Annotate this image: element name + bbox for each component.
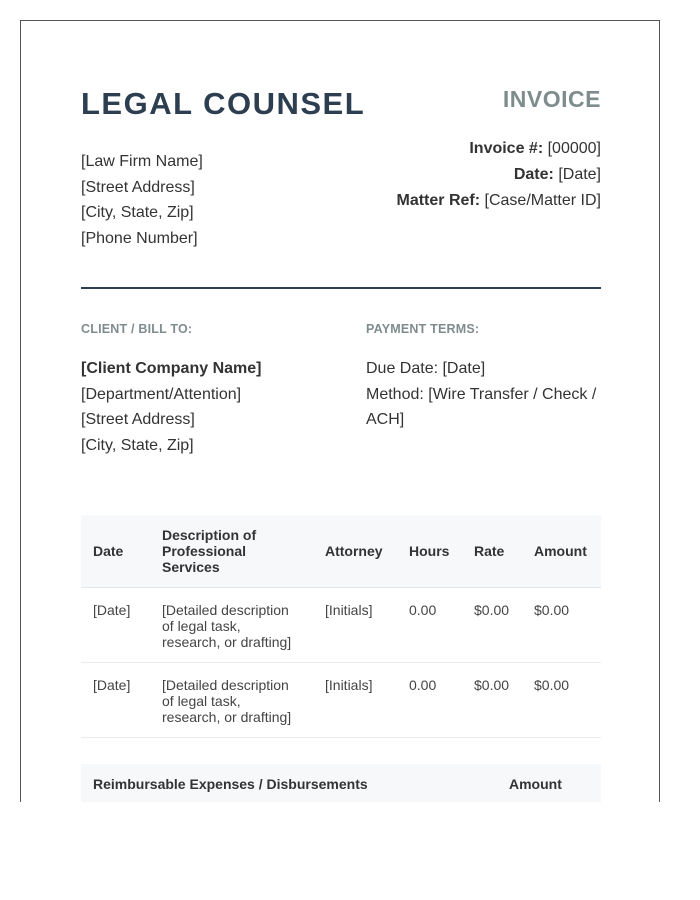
client-address-block — [81, 356, 261, 459]
invoice-number-value: [00000] — [547, 140, 601, 157]
client-street: [Street Address] — [81, 411, 195, 429]
firm-title: LEGAL COUNSEL — [81, 86, 366, 121]
row-amount: $0.00 — [522, 663, 601, 738]
bill-to-label: CLIENT / BILL TO: — [81, 322, 193, 336]
payment-terms-label: PAYMENT TERMS: — [366, 322, 480, 336]
row-attorney: [Initials] — [313, 588, 397, 663]
row-hours: 0.00 — [397, 663, 462, 738]
table-row — [81, 588, 601, 663]
invoice-meta-block — [397, 136, 602, 214]
client-company-name: [Client Company Name] — [81, 360, 262, 377]
invoice-number-line — [397, 136, 602, 162]
expenses-header-label: Reimbursable Expenses / Disbursements — [93, 776, 368, 792]
row-description: [Detailed description of legal task, research, or drafting] — [150, 588, 313, 663]
matter-ref-label: Matter Ref: — [396, 192, 481, 209]
row-date: [Date] — [81, 663, 150, 738]
invoice-number-label: Invoice #: — [469, 140, 544, 157]
col-header-description: Description of Professional Services — [150, 515, 313, 588]
services-table — [81, 515, 601, 738]
col-header-hours: Hours — [397, 515, 462, 588]
col-header-rate: Rate — [462, 515, 522, 588]
client-attention: [Department/Attention] — [81, 385, 242, 403]
row-date: [Date] — [81, 588, 150, 663]
col-header-date: Date — [81, 515, 150, 588]
col-header-amount: Amount — [522, 515, 601, 588]
document-type-title: INVOICE — [502, 86, 601, 112]
table-row — [81, 663, 601, 738]
row-hours: 0.00 — [397, 588, 462, 663]
invoice-date-line — [397, 162, 602, 188]
firm-street: [Street Address] — [81, 178, 195, 196]
firm-city: [City, State, Zip] — [81, 204, 194, 222]
row-description: [Detailed description of legal task, research, or drafting] — [150, 663, 313, 738]
expenses-header-bar — [81, 764, 601, 802]
payment-method: Method: [Wire Transfer / Check / ACH] — [366, 385, 597, 429]
row-amount: $0.00 — [522, 588, 601, 663]
payment-due-date: Due Date: [Date] — [366, 360, 486, 377]
firm-name: [Law Firm Name] — [81, 153, 203, 170]
invoice-date-value: [Date] — [558, 166, 601, 183]
firm-address-block — [81, 149, 203, 252]
header-divider — [81, 287, 601, 289]
invoice-page — [20, 20, 660, 802]
matter-ref-line — [397, 188, 602, 214]
row-attorney: [Initials] — [313, 663, 397, 738]
row-rate: $0.00 — [462, 588, 522, 663]
client-city: [City, State, Zip] — [81, 437, 194, 455]
invoice-date-label: Date: — [513, 166, 554, 183]
row-rate: $0.00 — [462, 663, 522, 738]
col-header-attorney: Attorney — [313, 515, 397, 588]
expenses-amount-label: Amount — [509, 776, 562, 792]
payment-terms-block — [366, 356, 606, 433]
firm-phone: [Phone Number] — [81, 230, 198, 248]
services-header-row — [81, 515, 601, 588]
matter-ref-value: [Case/Matter ID] — [484, 192, 601, 209]
